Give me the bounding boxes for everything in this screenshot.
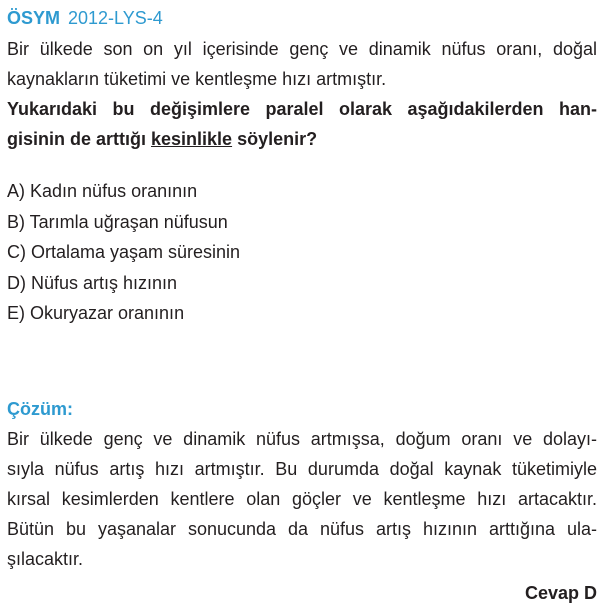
question-prompt-line: Yukarıdaki bu değişimlere paralel olarak aşağıdakilerden han- — [7, 99, 597, 119]
solution-line: şılacaktır. — [7, 548, 84, 569]
solution-title: Çözüm: — [7, 398, 73, 419]
exam-source-name: ÖSYM — [7, 8, 61, 28]
option-d: D) Nüfus artış hızının — [7, 272, 178, 293]
answer-label: Cevap D — [524, 582, 597, 603]
solution-line: Bütün bu yaşanalar sonucunda da nüfus artış hızının arttığına ula- — [7, 518, 597, 539]
solution-body — [7, 424, 597, 574]
prompt-text: söylenir? — [232, 129, 318, 149]
solution-line: kırsal kesimlerden kentlere olan göçler ve kentleşme hızı artacaktır. — [7, 488, 597, 509]
stem-line: kaynakların tüketimi ve kentleşme hızı artmıştır. — [7, 69, 387, 89]
question-stem — [7, 34, 597, 154]
option-b: B) Tarımla uğraşan nüfusun — [7, 211, 228, 232]
option-e: E) Okuryazar oranının — [7, 303, 185, 323]
solution-line: Bir ülkede genç ve dinamik nüfus artmışsa, doğum oranı ve dolayı- — [7, 428, 597, 449]
answer-options — [7, 176, 597, 329]
option-c: C) Ortalama yaşam süresinin — [7, 242, 241, 262]
option-a: A) Kadın nüfus oranının — [7, 181, 198, 201]
stem-line: Bir ülkede son on yıl içerisinde genç ve dinamik nüfus oranı, doğal — [7, 39, 597, 59]
prompt-text: gisinin de arttığı — [7, 129, 152, 149]
prompt-emphasis: kesinlikle — [151, 129, 233, 149]
exam-source-code: 2012-LYS-4 — [68, 8, 163, 28]
question-source — [7, 6, 597, 30]
question-page — [7, 6, 597, 608]
question-prompt-line — [7, 124, 597, 154]
solution-line: sıyla nüfus artış hızı artmıştır. Bu durumda doğal kaynak tüketimiyle — [7, 458, 597, 479]
